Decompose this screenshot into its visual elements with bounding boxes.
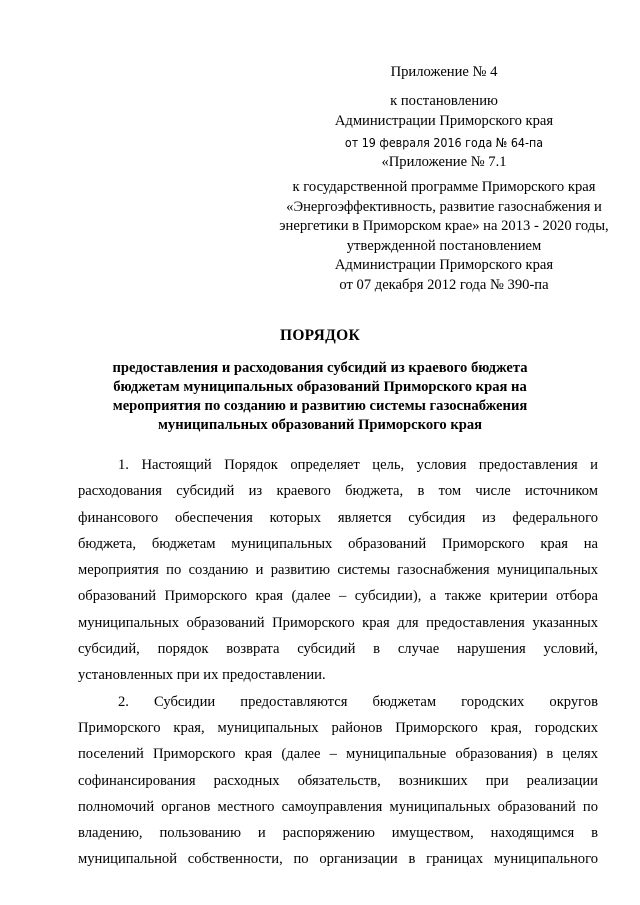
- text-line: мероприятия по созданию и развитию системы газоснабжения муниципальных: [78, 562, 598, 579]
- paragraph-1: [78, 452, 598, 689]
- text-line: владению, пользованию и распоряжению имуществом, находящимся в: [78, 825, 598, 842]
- text-line: 2. Субсидии предоставляются бюджетам городских округов: [118, 693, 598, 710]
- text-line: Приморского края, муниципальных районов Приморского края, городских: [78, 719, 598, 736]
- subtitle-line: предоставления и расходования субсидий из краевого бюджета: [112, 360, 528, 376]
- text-line: финансового обеспечения которых является субсидия из федерального: [78, 509, 598, 526]
- program-line: от 07 декабря 2012 года № 390-па: [339, 276, 549, 293]
- decree-reference: к постановлению: [390, 93, 498, 109]
- program-reference: [258, 178, 630, 295]
- document-title: ПОРЯДОК: [279, 327, 361, 344]
- subtitle-line: бюджетам муниципальных образований Приморского края на: [113, 379, 527, 395]
- text-line: полномочий органов местного самоуправления муниципальных образований по: [78, 798, 598, 815]
- text-line: 1. Настоящий Порядок определяет цель, условия предоставления и: [118, 457, 598, 473]
- program-line: утвержденной постановлением: [346, 237, 542, 254]
- document-body: [78, 452, 598, 873]
- text-line: образований Приморского края (далее – субсидии), а также критерии отбора: [78, 588, 598, 605]
- text-line: бюджета, бюджетам муниципальных образований Приморского края на: [78, 535, 598, 552]
- text-line: софинансирования расходных обязательств, возникших при реализации: [78, 772, 598, 789]
- program-line: к государственной программе Приморского края: [292, 179, 596, 195]
- text-line: установленных при их предоставлении.: [78, 667, 326, 684]
- program-line: «Энергоэффективность, развитие газоснабжения и: [286, 198, 602, 215]
- program-line: энергетики в Приморском крае» на 2013 - 2020 годы,: [279, 218, 609, 234]
- text-line: муниципальной собственности, по организации в границах муниципального: [78, 851, 598, 868]
- text-line: расходования субсидий из краевого бюджета, в том числе источником: [78, 483, 598, 500]
- text-line: субсидий, порядок возврата субсидий в случае нарушения условий,: [78, 641, 598, 658]
- inner-appendix-number: «Приложение № 7.1: [381, 154, 507, 170]
- document-subtitle: [105, 359, 535, 435]
- subtitle-line: муниципальных образований Приморского края: [157, 417, 483, 433]
- administration-name: Администрации Приморского края: [334, 113, 554, 129]
- paragraph-2: [78, 689, 598, 873]
- appendix-number: Приложение № 4: [390, 64, 498, 80]
- decree-date: от 19 февраля 2016 года № 64-па: [344, 135, 544, 150]
- text-line: поселений Приморского края (далее – муниципальные образования) в целях: [78, 746, 598, 763]
- text-line: муниципальных образований Приморского края для предоставления указанных: [78, 614, 598, 631]
- program-line: Администрации Приморского края: [334, 257, 554, 273]
- subtitle-line: мероприятия по созданию и развитию системы газоснабжения: [112, 398, 528, 414]
